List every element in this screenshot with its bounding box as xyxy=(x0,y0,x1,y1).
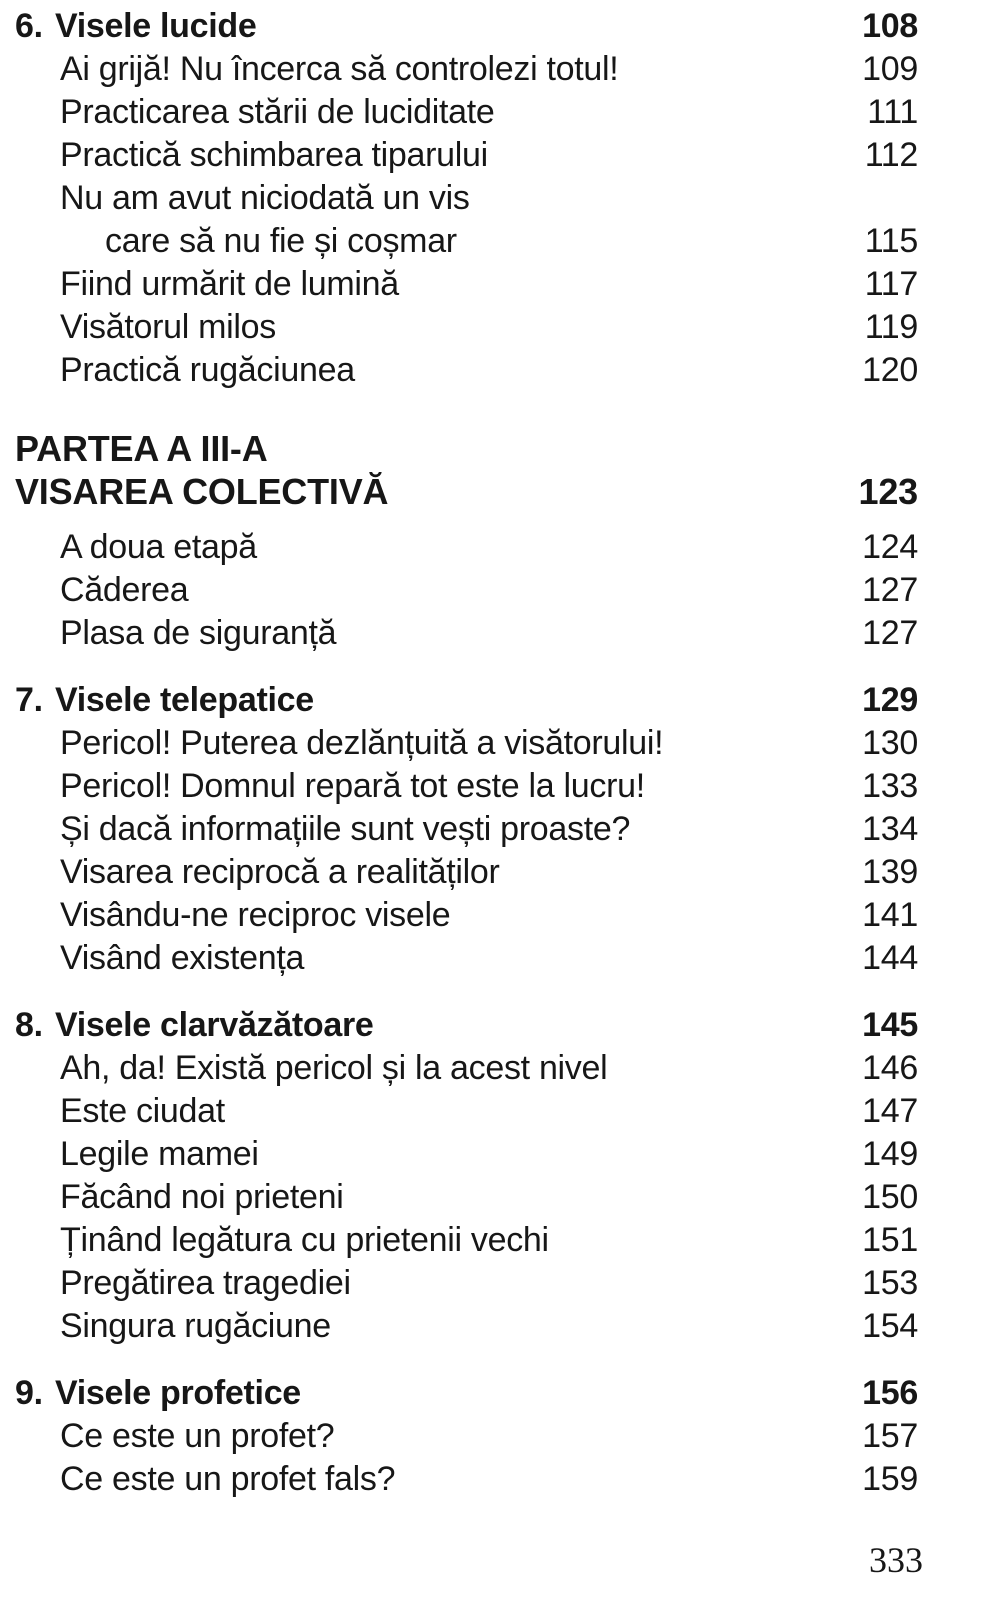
toc-entry xyxy=(15,894,918,937)
entry-title: Visele telepatice xyxy=(55,681,314,719)
entry-page: 145 xyxy=(862,1006,918,1044)
entry-page: 156 xyxy=(862,1374,918,1412)
entry-page: 124 xyxy=(862,528,918,566)
entry-title: Și dacă informațiile sunt vești proaste? xyxy=(60,810,631,848)
entry-page: 111 xyxy=(867,93,918,131)
toc-entry xyxy=(15,349,918,392)
entry-page: 150 xyxy=(862,1178,918,1216)
entry-page: 147 xyxy=(862,1092,918,1130)
entry-title: Este ciudat xyxy=(60,1092,225,1130)
toc-part-heading xyxy=(15,470,918,513)
entry-title: Singura rugăciune xyxy=(60,1307,331,1345)
entry-title: Pregătirea tragediei xyxy=(60,1264,351,1302)
entry-title: Pericol! Puterea dezlănțuită a visătorului! xyxy=(60,724,664,762)
chapter-number: 6. xyxy=(15,7,43,45)
toc-entry xyxy=(15,1458,918,1501)
entry-title: Legile mamei xyxy=(60,1135,259,1173)
toc-chapter-entry xyxy=(15,679,918,722)
entry-title: Practică schimbarea tiparului xyxy=(60,136,488,174)
entry-title: Făcând noi prieteni xyxy=(60,1178,344,1216)
toc-entry xyxy=(15,808,918,851)
entry-title: Visele clarvăzătoare xyxy=(55,1006,374,1044)
toc-entry xyxy=(15,48,918,91)
entry-page: 134 xyxy=(862,810,918,848)
entry-page: 144 xyxy=(862,939,918,977)
part-title: VISAREA COLECTIVĂ xyxy=(15,471,389,512)
entry-page: 149 xyxy=(862,1135,918,1173)
entry-page: 159 xyxy=(862,1460,918,1498)
toc-entry xyxy=(15,526,918,569)
entry-title: Fiind urmărit de lumină xyxy=(60,265,399,303)
entry-title: Visele lucide xyxy=(55,7,257,45)
entry-title: Ai grijă! Nu încerca să controlezi totul! xyxy=(60,50,619,88)
entry-page: 112 xyxy=(864,136,918,174)
entry-title: care să nu fie și coșmar xyxy=(105,222,457,260)
toc-entry xyxy=(15,722,918,765)
entry-page: 146 xyxy=(862,1049,918,1087)
entry-page: 154 xyxy=(862,1307,918,1345)
toc-entry xyxy=(15,1176,918,1219)
entry-page: 139 xyxy=(862,853,918,891)
toc-entry xyxy=(15,134,918,177)
toc-entry xyxy=(15,851,918,894)
entry-page: 133 xyxy=(862,767,918,805)
chapter-number: 9. xyxy=(15,1374,43,1412)
entry-page: 141 xyxy=(862,896,918,934)
toc-chapter-entry xyxy=(15,1372,918,1415)
toc-entry xyxy=(15,263,918,306)
toc-entry-wrapped-line xyxy=(15,220,918,263)
toc-entry xyxy=(15,306,918,349)
entry-title: Visătorul milos xyxy=(60,308,276,346)
entry-page: 108 xyxy=(862,7,918,45)
entry-page: 119 xyxy=(864,308,918,346)
entry-title: Ah, da! Există pericol și la acest nivel xyxy=(60,1049,608,1087)
part-title: PARTEA A III-A xyxy=(15,428,268,469)
toc-part-heading xyxy=(15,427,918,470)
toc-chapter-entry xyxy=(15,1004,918,1047)
entry-page: 123 xyxy=(858,471,918,512)
page-folio: 333 xyxy=(869,1540,923,1580)
entry-page: 157 xyxy=(862,1417,918,1455)
entry-title: Nu am avut niciodată un vis xyxy=(60,179,470,217)
toc-entry xyxy=(15,937,918,980)
toc-entry xyxy=(15,1262,918,1305)
toc-entry xyxy=(15,569,918,612)
entry-title: Practicarea stării de luciditate xyxy=(60,93,495,131)
toc-entry xyxy=(15,91,918,134)
entry-title: Visele profetice xyxy=(55,1374,301,1412)
entry-page: 151 xyxy=(862,1221,918,1259)
entry-title: Ce este un profet fals? xyxy=(60,1460,396,1498)
entry-title: Visându-ne reciproc visele xyxy=(60,896,451,934)
toc-entry xyxy=(15,1047,918,1090)
toc-chapter-entry xyxy=(15,5,918,48)
toc-entry xyxy=(15,1305,918,1348)
toc-entry xyxy=(15,177,918,220)
entry-title: Visarea reciprocă a realităților xyxy=(60,853,500,891)
entry-page: 109 xyxy=(862,50,918,88)
toc-entry xyxy=(15,612,918,655)
entry-page: 127 xyxy=(862,571,918,609)
entry-page: 120 xyxy=(862,351,918,389)
toc-entry xyxy=(15,1415,918,1458)
entry-title: Pericol! Domnul repară tot este la lucru! xyxy=(60,767,645,805)
entry-page: 130 xyxy=(862,724,918,762)
chapter-number: 8. xyxy=(15,1006,43,1044)
toc-entry xyxy=(15,1090,918,1133)
entry-title: Ținând legătura cu prietenii vechi xyxy=(60,1221,549,1259)
chapter-number: 7. xyxy=(15,681,43,719)
entry-title: Plasa de siguranță xyxy=(60,614,337,652)
entry-title: A doua etapă xyxy=(60,528,257,566)
toc-entry xyxy=(15,1219,918,1262)
entry-title: Ce este un profet? xyxy=(60,1417,335,1455)
entry-page: 153 xyxy=(862,1264,918,1302)
entry-page: 117 xyxy=(864,265,918,303)
toc-entry xyxy=(15,1133,918,1176)
entry-title: Practică rugăciunea xyxy=(60,351,355,389)
entry-title: Căderea xyxy=(60,571,189,609)
entry-title: Visând existența xyxy=(60,939,305,977)
entry-page: 127 xyxy=(862,614,918,652)
toc-entry xyxy=(15,765,918,808)
entry-page: 129 xyxy=(862,681,918,719)
entry-page: 115 xyxy=(864,222,918,260)
